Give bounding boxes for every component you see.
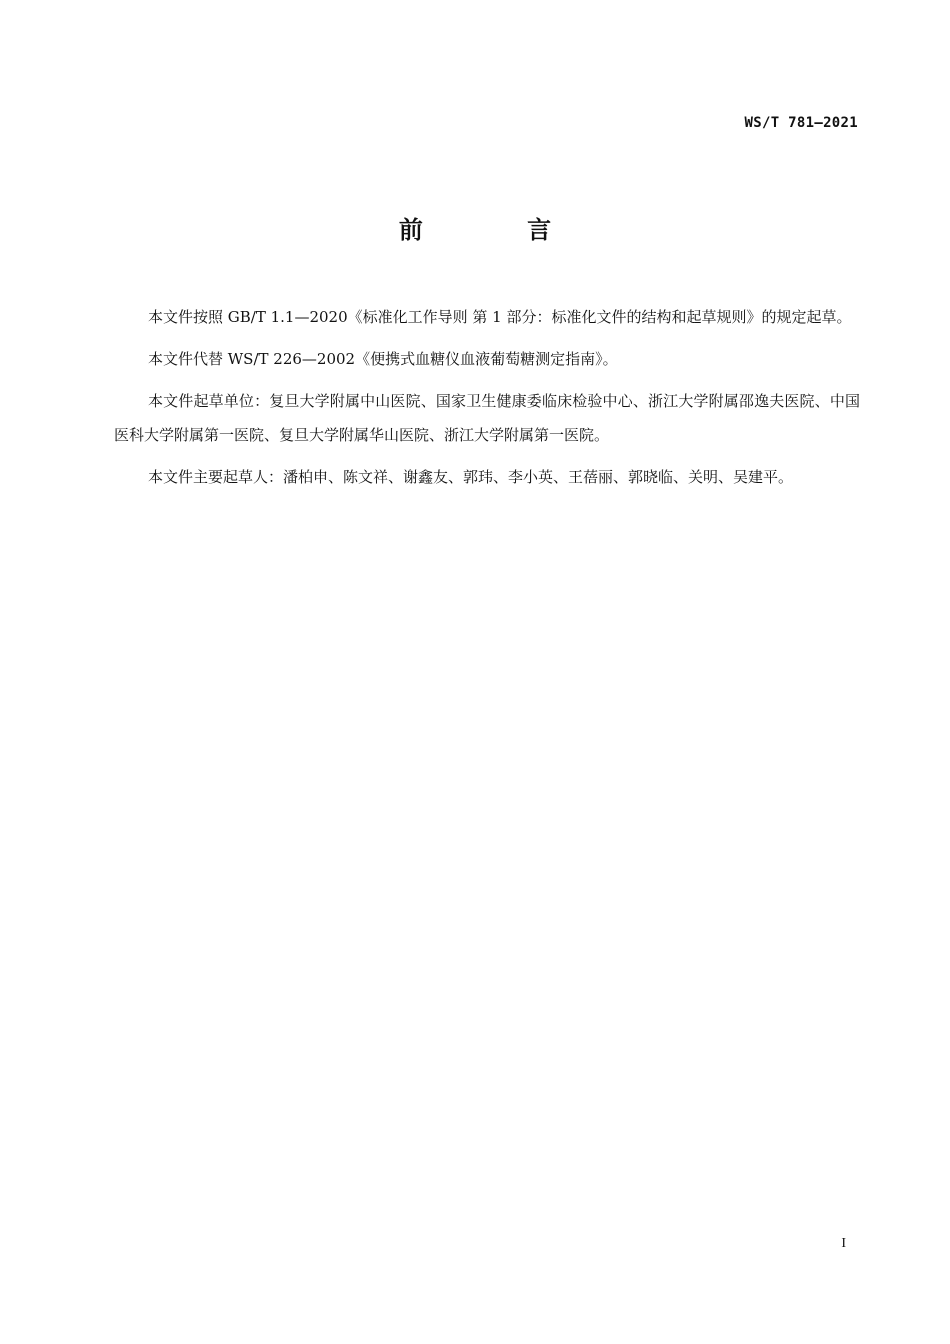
paragraph-replaces: 本文件代替 WS/T 226—2002《便携式血糖仪血液葡萄糖测定指南》。 (148, 350, 618, 368)
paragraph-drafting-units: 本文件起草单位：复旦大学附属中山医院、国家卫生健康委临床检验中心、浙江大学附属邵逸夫医院、中国医科大学附属第一医院、复旦大学附属华山医院、浙江大学附属第一医院。 (114, 392, 860, 444)
page-number: I (841, 1236, 846, 1251)
paragraph-drafting-rules: 本文件按照 GB/T 1.1—2020《标准化工作导则 第 1 部分：标准化文件的结构和起草规则》的规定起草。 (148, 308, 852, 326)
document-code: WS/T 781—2021 (744, 115, 858, 131)
paragraph-drafters: 本文件主要起草人：潘柏申、陈文祥、谢鑫友、郭玮、李小英、王蓓丽、郭晓临、关明、吴建平。 (148, 468, 794, 486)
foreword-body (114, 300, 860, 502)
page-title: 前 言 (398, 216, 600, 244)
